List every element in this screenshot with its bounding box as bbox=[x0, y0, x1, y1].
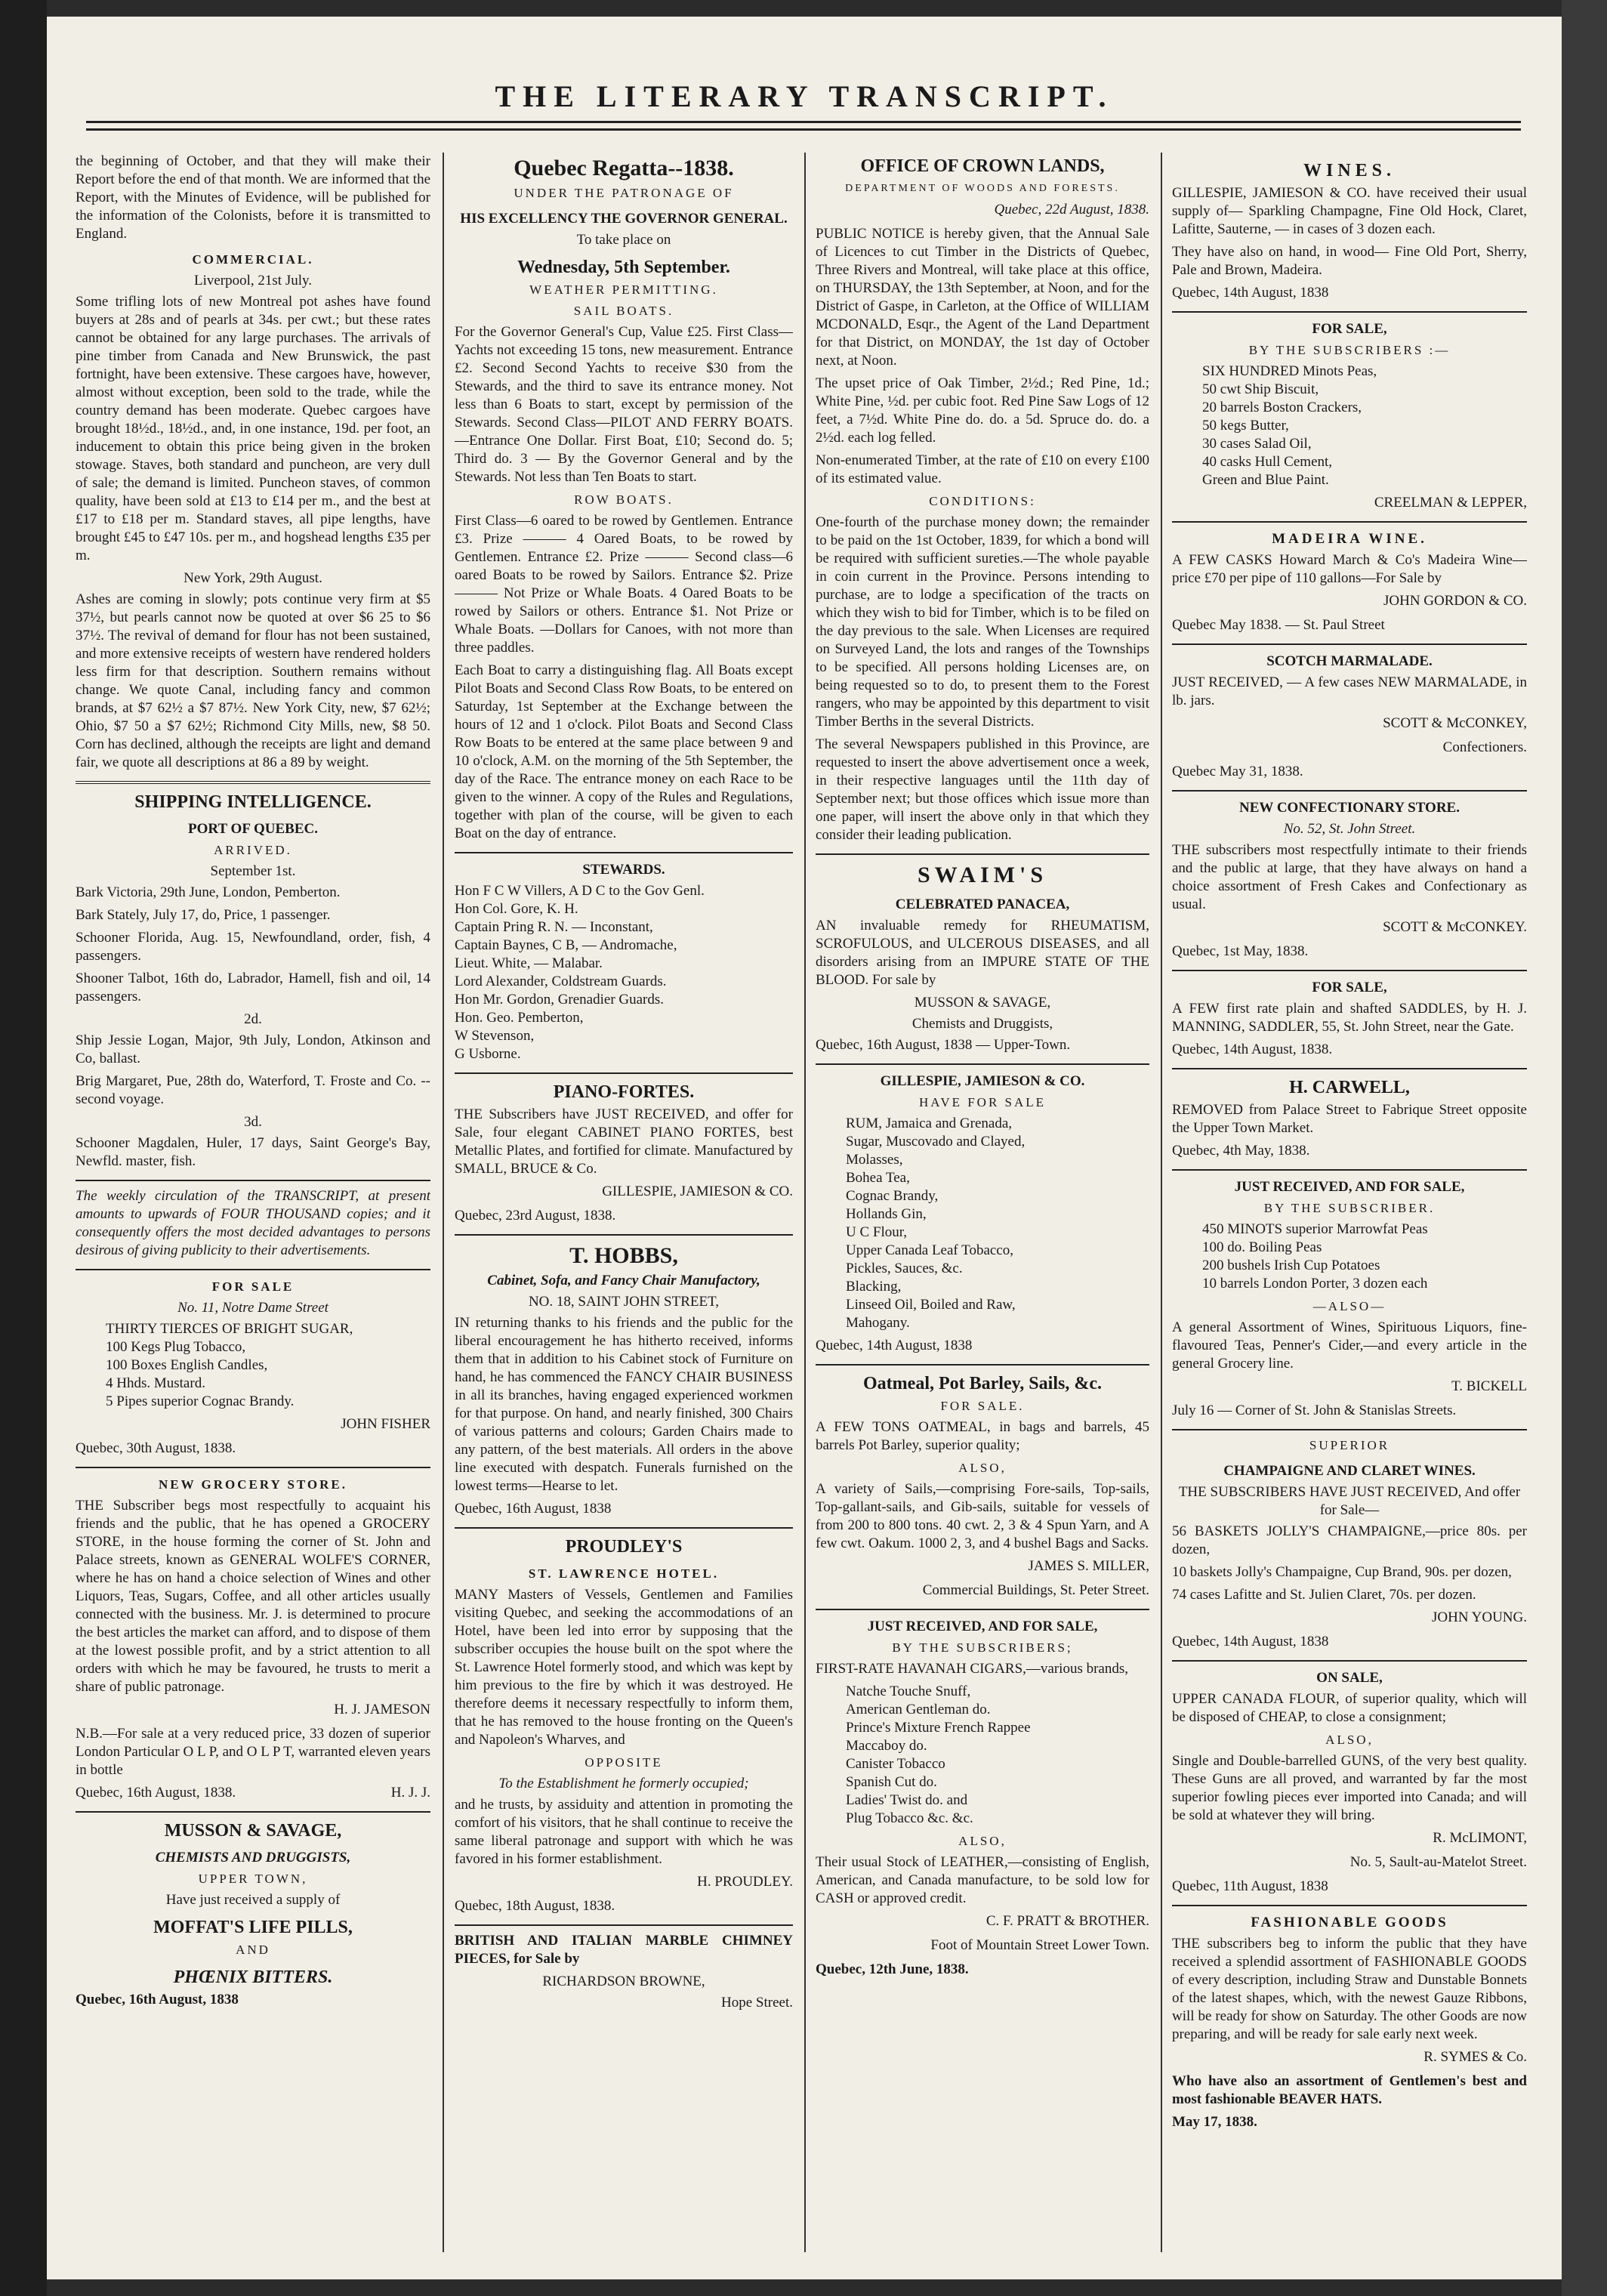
liverpool-report: Some trifling lots of new Montreal pot ashes have found buyers at 28s and of pearls at 34s. per cwt.; but these rates cannot be obtained for any large purchases. The arrivals of pine timber from Canada and New Brunswick, the past fortnight, have been extensive. These cargoes have, however, almost without exception, been sold to the trade, while the country demand has been moderate. Quebec cargoes have brought 18½d., 18½d., and, in one instance, 19d. per foot, an inducement to obtain this price being given in the broken stowage. Staves, both standard and puncheon, are very dull of sale; the demand is limited. Puncheon staves, of common quality, have been sold at £13 to £14 per m., and the best at £17 to £18 per m. Standard staves, all pipe lengths, have brought £45 to £47 10s. per m., and hogshead lengths £35 per m. bbox=[76, 294, 430, 563]
column-3 bbox=[816, 153, 1149, 2252]
shipping-heading: SHIPPING INTELLIGENCE. bbox=[134, 792, 372, 812]
marble-signature: RICHARDSON BROWNE, bbox=[542, 1974, 705, 1989]
divider bbox=[1172, 521, 1527, 523]
swaim-signature-2: Chemists and Druggists, bbox=[911, 1016, 1053, 1032]
saddle-date: Quebec, 14th August, 1838. bbox=[1172, 1042, 1333, 1057]
jr2-also: —ALSO— bbox=[1312, 1299, 1386, 1313]
arrived-label: ARRIVED. bbox=[214, 843, 292, 857]
sail-boats-text: For the Governor General's Cup, Value £25. First Class—Yachts not exceeding 15 tons, new measurement. Entrance £2. Second Second Yachts to receive $30 from the Stewards, and the third to save its entrance money. Not less than 6 Boats to start, except by permission of the Stewards. Second Class—PILOT AND FERRY BOATS.—Entrance One Dollar. First Boat, £10; Second do. 5; Third do. 3 — By the Governor General and by the Stewards. Not less than Ten Boats to start. bbox=[455, 324, 793, 485]
divider bbox=[455, 1234, 793, 1236]
hobbs-text: IN returning thanks to his friends and the public for the liberal encouragement he has hitherto received, informs them that in addition to his Cabinet stock of Furniture on hand, he has commenced the FANCY CHAIR BUSINESS in all its branches, having engaged experienced workmen for that purpose. On hand, and nearly finished, 300 Chairs of various patterns and colours; Garden Chairs made to any pattern, of the best materials. All orders in the above line executed with despatch. Funerals furnished on the lowest terms—Hearse to let. bbox=[455, 1315, 793, 1494]
list-item: W Stevenson, bbox=[455, 1028, 535, 1044]
divider bbox=[455, 1924, 793, 1926]
stewards-list bbox=[455, 882, 793, 1063]
hobbs-subheading: Cabinet, Sofa, and Fancy Chair Manufactory, bbox=[487, 1273, 760, 1288]
list-item: American Gentleman do. bbox=[846, 1702, 991, 1717]
proudley-text: MANY Masters of Vessels, Gentlemen and Families visiting Quebec, and seeking the accommodations of an Hotel, have been led into error by supposing that the subscriber occupies the house built on the spot where the St. Lawrence Hotel formerly stood, and which was kept by him previous to the fire by which it was destroyed. He therefore deems it necessary respectfully to inform them, that he has removed to the house fronting on the Queen's and Napoleon's Wharves, and bbox=[455, 1587, 793, 1748]
champ-heading: SUPERIOR bbox=[1309, 1438, 1390, 1452]
list-item: Blacking, bbox=[846, 1279, 902, 1295]
conf-text: THE subscribers most respectfully intimate to their friends and the public at large, that they have always on hand a choice assortment of Fresh Cakes and Confectionary as usual. bbox=[1172, 842, 1527, 912]
gj-date: Quebec, 14th August, 1838 bbox=[816, 1338, 973, 1353]
fs1-subheading: BY THE SUBSCRIBERS :— bbox=[1248, 343, 1451, 357]
stewards-heading: STEWARDS. bbox=[582, 862, 665, 878]
conditions-heading: CONDITIONS: bbox=[929, 494, 1036, 508]
hobbs-address: NO. 18, SAINT JOHN STREET, bbox=[528, 1294, 720, 1310]
jr2-signature: T. BICKELL bbox=[1451, 1378, 1527, 1394]
scan-left-edge bbox=[0, 0, 47, 2296]
swaim-date: Quebec, 16th August, 1838 — Upper-Town. bbox=[816, 1037, 1071, 1053]
intro-text: the beginning of October, and that they will make their Report before the end of that month. We are informed that the Report, with the Minutes of Evidence, will be published for the information of the Colonists, before it is transmitted to England. bbox=[76, 153, 430, 242]
list-item: Ladies' Twist do. and bbox=[846, 1792, 968, 1808]
newspapers-notice: The several Newspapers published in this Province, are requested to insert the above advertisement once a week, in their respective languages until the 11th day of September next; but those offices which issue more than one paper, will insert the above only in that which they consider their leading publication. bbox=[816, 736, 1149, 843]
jr-text-2: Their usual Stock of LEATHER,—consisting of English, American, and Canada manufacture, to be sold low for CASH or approved credit. bbox=[816, 1854, 1149, 1906]
oatmeal-text: A FEW TONS OATMEAL, in bags and barrels, 45 barrels Pot Barley, superior quality; bbox=[816, 1419, 1149, 1453]
list-item: 56 BASKETS JOLLY'S CHAMPAIGNE,—price 80s. per dozen, bbox=[1172, 1523, 1527, 1557]
list-item: Molasses, bbox=[846, 1152, 903, 1168]
list-item: Mahogany. bbox=[846, 1315, 910, 1331]
list-item: SIX HUNDRED Minots Peas, bbox=[1202, 363, 1377, 379]
list-item: 100 do. Boiling Peas bbox=[1202, 1239, 1322, 1255]
fg-date: May 17, 1838. bbox=[1172, 2114, 1257, 2130]
os-text-2: Single and Double-barrelled GUNS, of the very best quality. These Guns are all proved, and warranted by far the most superior fowling pieces ever imported into Canada; and will be sold at whatever they will bring. bbox=[1172, 1753, 1527, 1823]
list-item: Plug Tobacco &c. &c. bbox=[846, 1810, 973, 1826]
os-date: Quebec, 11th August, 1838 bbox=[1172, 1878, 1328, 1894]
hobbs-date: Quebec, 16th August, 1838 bbox=[455, 1501, 612, 1517]
list-item: Captain Pring R. N. — Inconstant, bbox=[455, 919, 653, 935]
divider bbox=[455, 1072, 793, 1074]
newyork-dateline: New York, 29th August. bbox=[184, 570, 322, 586]
carwell-date: Quebec, 4th May, 1838. bbox=[1172, 1143, 1310, 1159]
list-item: Hon Col. Gore, K. H. bbox=[455, 901, 578, 917]
jr2-date: July 16 — Corner of St. John & Stanislas Streets. bbox=[1172, 1403, 1457, 1418]
list-item: Linseed Oil, Boiled and Raw, bbox=[846, 1297, 1016, 1313]
os-signature: R. McLIMONT, bbox=[1433, 1830, 1527, 1846]
jr2-subheading: BY THE SUBSCRIBER. bbox=[1263, 1201, 1436, 1215]
list-item: Prince's Mixture French Rappee bbox=[846, 1720, 1031, 1736]
list-item: 40 casks Hull Cement, bbox=[1202, 454, 1333, 470]
divider bbox=[1172, 1429, 1527, 1430]
list-item: U C Flour, bbox=[846, 1224, 908, 1240]
oatmeal-address: Commercial Buildings, St. Peter Street. bbox=[922, 1582, 1149, 1598]
newspaper-page bbox=[47, 17, 1562, 2279]
scotch-signature: SCOTT & McCONKEY, bbox=[1383, 715, 1527, 731]
masthead-rule-2 bbox=[86, 128, 1521, 131]
column-divider bbox=[804, 153, 806, 2252]
madeira-signature: JOHN GORDON & CO. bbox=[1383, 593, 1527, 609]
list-item: 200 bushels Irish Cup Potatoes bbox=[1202, 1258, 1380, 1273]
wines-text-2: They have also on hand, in wood— Fine Old Port, Sherry, Pale and Brown, Madeira. bbox=[1172, 244, 1527, 278]
os-text: UPPER CANADA FLOUR, of superior quality, which will be disposed of CHEAP, to close a consignment; bbox=[1172, 1691, 1527, 1725]
crown-heading: OFFICE OF CROWN LANDS, bbox=[860, 156, 1105, 176]
proudley-opposite: OPPOSITE bbox=[585, 1755, 663, 1770]
list-item: Sugar, Muscovado and Clayed, bbox=[846, 1134, 1026, 1150]
port-heading: PORT OF QUEBEC. bbox=[188, 821, 318, 837]
newyork-report: Ashes are coming in slowly; pots continue very firm at $5 37½, but pearls cannot now be quoted at over $6 25 to $6 37½. The revival of demand for flour has not been sustained, and more extensive receipts of western have rendered holders less firm for that description. Southern remains without change. We quote Canal, including fancy and common brands, at $7 62½ a $7 87½. New York City, new, $7 62½; Ohio, $7 50 a $7 62½; Richmond City Mills, new, $8 50. Corn has declined, although the receipts are light and demand fair, we quote all descriptions at 86 a 89 by weight. bbox=[76, 591, 430, 770]
divider bbox=[816, 1364, 1149, 1366]
wines-heading: WINES. bbox=[1303, 161, 1396, 181]
list-item: Hon Mr. Gordon, Grenadier Guards. bbox=[455, 992, 665, 1008]
fg-heading: FASHIONABLE GOODS bbox=[1251, 1915, 1448, 1930]
date-sept1: September 1st. bbox=[210, 863, 296, 879]
proudley-text-2: and he trusts, by assiduity and attention in promoting the comfort of his visitors, that he shall continue to receive the same liberal patronage and support with which he was favored in his former establishment. bbox=[455, 1797, 793, 1867]
piano-text: THE Subscribers have JUST RECEIVED, and offer for Sale, four elegant CABINET PIANO FORTES, best Metallic Plates, and fortified for climate. Manufactured by SMALL, BRUCE & Co. bbox=[455, 1106, 793, 1177]
proudley-subheading: ST. LAWRENCE HOTEL. bbox=[528, 1566, 720, 1581]
conditions-text: One-fourth of the purchase money down; the remainder to be paid on the 1st October, 1839, for which a bond will be required with sufficient sureties.—The whole payable in coin current in the Province. Persons intending to purchase, are to lodge a specification of the tracts on which they wish to bid for Timber, which is to be filed on the day previous to the sale. When Licenses are required on Surveyed Land, the lots and ranges of the Townships to be specified. All persons holding Licenses are, on being requested so to do, to present them to the Forest rangers, who may be appointed by this department to visit Timber Berths in the several Districts. bbox=[816, 514, 1149, 730]
divider bbox=[816, 853, 1149, 855]
ship-entry: Bark Stately, July 17, do, Price, 1 passenger. bbox=[76, 907, 331, 923]
piano-date: Quebec, 23rd August, 1838. bbox=[455, 1208, 616, 1224]
divider bbox=[1172, 1660, 1527, 1662]
crown-date: Quebec, 22d August, 1838. bbox=[994, 202, 1149, 218]
list-item: 10 baskets Jolly's Champaigne, Cup Brand, 90s. per dozen, bbox=[1172, 1564, 1512, 1580]
oatmeal-heading: Oatmeal, Pot Barley, Sails, &c. bbox=[863, 1374, 1102, 1393]
list-item: Spanish Cut do. bbox=[846, 1774, 937, 1790]
fs1-signature: CREELMAN & LEPPER, bbox=[1374, 495, 1527, 511]
gj-subheading: HAVE FOR SALE bbox=[918, 1095, 1047, 1109]
column-divider bbox=[1161, 153, 1162, 2252]
scotch-heading: SCOTCH MARMALADE. bbox=[1266, 653, 1433, 669]
list-item: 30 cases Salad Oil, bbox=[1202, 436, 1312, 452]
oatmeal-also: ALSO, bbox=[958, 1461, 1007, 1475]
jr-subheading: BY THE SUBSCRIBERS; bbox=[892, 1640, 1073, 1655]
divider bbox=[816, 1609, 1149, 1610]
ship-entry: Schooner Magdalen, Huler, 17 days, Saint George's Bay, Newfld. master, fish. bbox=[76, 1135, 430, 1169]
liverpool-dateline: Liverpool, 21st July. bbox=[193, 273, 313, 289]
scan-right-edge bbox=[1562, 0, 1607, 2296]
swaim-subheading: CELEBRATED PANACEA, bbox=[895, 896, 1070, 912]
ship-entry: Schooner Florida, Aug. 15, Newfoundland, order, fish, 4 passengers. bbox=[76, 930, 430, 964]
list-item: THIRTY TIERCES OF BRIGHT SUGAR, bbox=[106, 1321, 353, 1337]
swaim-signature: MUSSON & SAVAGE, bbox=[914, 995, 1051, 1011]
musson-and: AND bbox=[236, 1943, 270, 1957]
piano-signature: GILLESPIE, JAMIESON & CO. bbox=[602, 1183, 793, 1199]
list-item: Hollands Gin, bbox=[846, 1206, 927, 1222]
list-item: 450 MINOTS superior Marrowfat Peas bbox=[1202, 1221, 1428, 1237]
ship-entry: Shooner Talbot, 16th do, Labrador, Hamell, fish and oil, 14 passengers. bbox=[76, 971, 430, 1004]
list-item: 50 kegs Butter, bbox=[1202, 418, 1289, 434]
os-also: ALSO, bbox=[1325, 1733, 1374, 1747]
champ-heading-2: CHAMPAIGNE AND CLARET WINES. bbox=[1223, 1463, 1476, 1479]
divider bbox=[816, 1063, 1149, 1065]
fg-signature: R. SYMES & Co. bbox=[1423, 2049, 1527, 2065]
list-item: Cognac Brandy, bbox=[846, 1188, 939, 1204]
jr-text: FIRST-RATE HAVANAH CIGARS,—various brands, bbox=[816, 1661, 1128, 1677]
masthead: THE LITERARY TRANSCRIPT. bbox=[495, 79, 1114, 113]
proudley-establishment: To the Establishment he formerly occupied; bbox=[498, 1776, 749, 1791]
divider bbox=[76, 781, 430, 784]
champ-signature: JOHN YOUNG. bbox=[1432, 1609, 1527, 1625]
row-boats-text: First Class—6 oared to be rowed by Gentlemen. Entrance £3. Prize ——— 4 Oared Boats, to be rowed by Gentlemen. Entrance £2. Prize ——— Second class—6 oared Boats to be rowed by Sailors. Entrance $2. Prize——— Not Prize or Whale Boats. 4 Oared Boats to be rowed by Sailors or others. Entrance $1. Not Prize or Whale Boats. —Dollars for Canoes, with not more than three paddles. bbox=[455, 513, 793, 656]
conf-heading: NEW CONFECTIONARY STORE. bbox=[1239, 800, 1460, 816]
list-item: 4 Hhds. Mustard. bbox=[106, 1375, 205, 1391]
list-item: Lord Alexander, Coldstream Guards. bbox=[455, 974, 667, 989]
piano-heading: PIANO-FORTES. bbox=[553, 1082, 695, 1102]
musson-heading: MUSSON & SAVAGE, bbox=[164, 1821, 342, 1841]
swaim-heading: SWAIM'S bbox=[917, 863, 1048, 887]
forsale-list bbox=[76, 1320, 430, 1411]
regatta-date: Wednesday, 5th September. bbox=[517, 258, 730, 277]
ship-entry: Ship Jessie Logan, Major, 9th July, London, Atkinson and Co, ballast. bbox=[76, 1032, 430, 1066]
list-item: 100 Kegs Plug Tobacco, bbox=[106, 1339, 246, 1355]
jr2-text: A general Assortment of Wines, Spirituous Liquors, fine-flavoured Teas, Penner's Cider,—and every article in the general Grocery line. bbox=[1172, 1319, 1527, 1372]
list-item: G Usborne. bbox=[455, 1046, 521, 1062]
marble-heading: BRITISH AND ITALIAN MARBLE CHIMNEY PIECES, for Sale by bbox=[455, 1933, 793, 1967]
musson-date: Quebec, 16th August, 1838 bbox=[76, 1992, 239, 2007]
saddle-text: A FEW first rate plain and shafted SADDLES, by H. J. MANNING, SADDLER, 55, St. John Street, near the Gate. bbox=[1172, 1001, 1527, 1035]
jr2-list bbox=[1172, 1221, 1527, 1293]
regatta-weather: WEATHER PERMITTING. bbox=[529, 282, 718, 297]
forsale-heading: FOR SALE bbox=[211, 1279, 295, 1294]
crown-prices: The upset price of Oak Timber, 2½d.; Red Pine, 1d.; White Pine, ½d. per cubic foot. Red Pine Saw Logs of 12 feet, a 7½d. White Pine do. do. a 5d. Spruce do. do. a 2½d. each log felled. bbox=[816, 375, 1149, 446]
fg-text-2: Who have also an assortment of Gentlemen's best and most fashionable BEAVER HATS. bbox=[1172, 2073, 1527, 2107]
list-item: RUM, Jamaica and Grenada, bbox=[846, 1116, 1013, 1131]
column-divider bbox=[443, 153, 444, 2252]
forsale-date: Quebec, 30th August, 1838. bbox=[76, 1440, 236, 1456]
champ-subheading: THE SUBSCRIBERS HAVE JUST RECEIVED, And offer for Sale— bbox=[1178, 1484, 1521, 1518]
saddle-heading: FOR SALE, bbox=[1312, 980, 1387, 995]
column-4 bbox=[1172, 153, 1527, 2252]
list-item: Lieut. White, — Malabar. bbox=[455, 955, 603, 971]
proudley-heading: PROUDLEY'S bbox=[565, 1537, 683, 1557]
jr-heading: JUST RECEIVED, AND FOR SALE, bbox=[867, 1619, 1098, 1634]
divider bbox=[76, 1269, 430, 1270]
divider bbox=[1172, 1169, 1527, 1171]
sail-boats-heading: SAIL BOATS. bbox=[573, 304, 674, 318]
jr-date: Quebec, 12th June, 1838. bbox=[816, 1961, 969, 1977]
marble-address: Hope Street. bbox=[721, 1995, 793, 2011]
conf-date: Quebec, 1st May, 1838. bbox=[1172, 943, 1309, 959]
divider bbox=[455, 852, 793, 853]
grocery-initials: H. J. J. bbox=[390, 1785, 430, 1801]
scotch-signature-2: Confectioners. bbox=[1442, 739, 1527, 755]
list-item: Bohea Tea, bbox=[846, 1170, 910, 1186]
oatmeal-signature: JAMES S. MILLER, bbox=[1028, 1558, 1149, 1574]
madeira-text: A FEW CASKS Howard March & Co's Madeira Wine—price £70 per pipe of 110 gallons—For Sale by bbox=[1172, 552, 1527, 586]
musson-bitters: PHŒNIX BITTERS. bbox=[173, 1967, 333, 1987]
list-item: 50 cwt Ship Biscuit, bbox=[1202, 381, 1319, 397]
list-item: Hon. Geo. Pemberton, bbox=[455, 1010, 584, 1026]
list-item: 20 barrels Boston Crackers, bbox=[1202, 400, 1362, 415]
list-item: Canister Tobacco bbox=[846, 1756, 945, 1772]
carwell-heading: H. CARWELL, bbox=[1289, 1078, 1410, 1097]
musson-subheading: CHEMISTS AND DRUGGISTS, bbox=[155, 1850, 351, 1866]
forsale-signature: JOHN FISHER bbox=[341, 1416, 430, 1432]
divider bbox=[1172, 970, 1527, 971]
proudley-signature: H. PROUDLEY. bbox=[697, 1874, 793, 1890]
circulation-notice: The weekly circulation of the TRANSCRIPT, at present amounts to upwards of FOUR THOUSAND copies; and it consequently offers the most decided advantages to persons desirous of giving publicity to their advertisements. bbox=[76, 1188, 430, 1258]
list-item: Natche Touche Snuff, bbox=[846, 1683, 971, 1699]
oatmeal-forsale: FOR SALE. bbox=[940, 1399, 1025, 1413]
grocery-nb: N.B.—For sale at a very reduced price, 33 dozen of superior London Particular O L P, and O L P T, warranted eleven years in bottle bbox=[76, 1726, 430, 1778]
wines-text: GILLESPIE, JAMIESON & CO. have received their usual supply of— Sparkling Champagne, Fine Old Hock, Claret, Lafitte, Sauterne, — in cases of 3 dozen each. bbox=[1172, 185, 1527, 237]
jr-also: ALSO, bbox=[958, 1834, 1007, 1848]
forsale-address: No. 11, Notre Dame Street bbox=[177, 1300, 328, 1316]
fs1-heading: FOR SALE, bbox=[1312, 321, 1387, 337]
jr2-heading: JUST RECEIVED, AND FOR SALE, bbox=[1234, 1179, 1465, 1195]
ship-entry: Bark Victoria, 29th June, London, Pemberton. bbox=[76, 884, 341, 900]
crown-notice: PUBLIC NOTICE is hereby given, that the Annual Sale of Licences to cut Timber in the Districts of Quebec, Three Rivers and Montreal, will take place at this office, on THURSDAY, the 13th September, at Noon, and for the District of Gaspe, in Carleton, at the Office of WILLIAM MCDONALD, Esqr., the Agent of the Land Department for that District, on MONDAY, the 1st day of October next, at Noon. bbox=[816, 226, 1149, 369]
musson-text: Have just received a supply of bbox=[165, 1892, 341, 1908]
proudley-date: Quebec, 18th August, 1838. bbox=[455, 1898, 615, 1914]
jr-list bbox=[816, 1683, 1149, 1828]
row-boats-heading: ROW BOATS. bbox=[574, 492, 674, 507]
grocery-signature: H. J. JAMESON bbox=[334, 1702, 430, 1717]
musson-pills: MOFFAT'S LIFE PILLS, bbox=[153, 1918, 353, 1937]
carwell-text: REMOVED from Palace Street to Fabrique Street opposite the Upper Town Market. bbox=[1172, 1102, 1527, 1136]
list-item: Green and Blue Paint. bbox=[1202, 472, 1329, 488]
grocery-text: THE Subscriber begs most respectfully to acquaint his friends and the public, that he has opened a GROCERY STORE, in the house forming the corner of St. John and Palace streets, known as GENERAL WOLFE'S CORNER, where he has on hand a choice selection of Wines and other Liquors, Teas, Sugars, Coffee, and all other articles usually connected with the business. Mr. J. is determined to procure the best articles the market can afford, and to dispose of them at the lowest possible profit, and by a strict attention to all orders with which he may be favoured, he trusts to merit a share of public patronage. bbox=[76, 1498, 430, 1695]
hobbs-heading: T. HOBBS, bbox=[569, 1243, 678, 1268]
divider bbox=[1172, 311, 1527, 313]
list-item: Maccaboy do. bbox=[846, 1738, 927, 1754]
divider bbox=[1172, 790, 1527, 792]
commercial-heading: COMMERCIAL. bbox=[192, 252, 314, 267]
list-item: 10 barrels London Porter, 3 dozen each bbox=[1202, 1276, 1428, 1292]
os-address: No. 5, Sault-au-Matelot Street. bbox=[1349, 1854, 1527, 1870]
date-3d: 3d. bbox=[244, 1114, 262, 1130]
ship-entry: Brig Margaret, Pue, 28th do, Waterford, T. Froste and Co. -- second voyage. bbox=[76, 1073, 430, 1107]
divider bbox=[76, 1467, 430, 1468]
scotch-date: Quebec May 31, 1838. bbox=[1172, 764, 1303, 779]
scotch-text: JUST RECEIVED, — A few cases NEW MARMALADE, in lb. jars. bbox=[1172, 674, 1527, 708]
regatta-heading: Quebec Regatta--1838. bbox=[514, 156, 734, 181]
fs1-list bbox=[1172, 363, 1527, 489]
ship-list-1 bbox=[76, 884, 430, 1006]
conf-signature: SCOTT & McCONKEY. bbox=[1383, 919, 1527, 935]
fg-text: THE subscribers beg to inform the public that they have received a splendid assortment of FASHIONABLE GOODS of every description, including Straw and Dunstable Bonnets of the latest shapes, which, with the newest Gauze Ribbons, will be ready for show on Saturday. The other Goods are now preparing, and will be ready for sale early next week. bbox=[1172, 1936, 1527, 2042]
swaim-text: AN invaluable remedy for RHEUMATISM, SCROFULOUS, and ULCEROUS DISEASES, and all disorders arising from an IMPURE STATE OF THE BLOOD. For sale by bbox=[816, 918, 1149, 988]
regatta-rules: Each Boat to carry a distinguishing flag. All Boats except Pilot Boats and Second Class Row Boats, to be entered on Saturday, 1st September at the Exchange between the hours of 12 and 1 o'clock. Pilot Boats and Second Class Row Boats to be entered at the same place between 9 and 10 o'clock, A.M. on the morning of the 5th September, the day of the Race. The entrance money on each Race to be given to the winner. A copy of the Rules and Regulations, together with plan of the course, will be given to each Boat on the day of entrance. bbox=[455, 662, 793, 841]
masthead-rule bbox=[86, 121, 1521, 123]
crown-notice-2: Non-enumerated Timber, at the rate of £10 on every £100 of its estimated value. bbox=[816, 452, 1149, 486]
regatta-place: To take place on bbox=[576, 232, 671, 248]
gj-list bbox=[816, 1115, 1149, 1332]
crown-department: DEPARTMENT OF WOODS AND FORESTS. bbox=[845, 183, 1120, 194]
champ-date: Quebec, 14th August, 1838 bbox=[1172, 1634, 1329, 1649]
divider bbox=[455, 1527, 793, 1529]
list-item: Upper Canada Leaf Tobacco, bbox=[846, 1242, 1013, 1258]
regatta-patronage: UNDER THE PATRONAGE OF bbox=[514, 186, 734, 200]
list-item: Pickles, Sauces, &c. bbox=[846, 1261, 963, 1276]
list-item: Hon F C W Villers, A D C to the Gov Genl. bbox=[455, 883, 705, 899]
gj-heading: GILLESPIE, JAMIESON & CO. bbox=[880, 1073, 1085, 1089]
divider bbox=[1172, 1068, 1527, 1069]
list-item: Captain Baynes, C B, — Andromache, bbox=[455, 937, 677, 953]
os-heading: ON SALE, bbox=[1316, 1670, 1383, 1686]
oatmeal-text-2: A variety of Sails,—comprising Fore-sails, Top-sails, Top-gallant-sails, and Gib-sails, suitable for vessels of from 200 to 800 tons. 40 cwt. 2, 3 & 4 Spun Yarn, and A few cwt. Oakum. 1000 2, 3, and 4 bushel Bags and Sacks. bbox=[816, 1481, 1149, 1551]
wines-date: Quebec, 14th August, 1838 bbox=[1172, 285, 1329, 301]
divider bbox=[76, 1180, 430, 1181]
regatta-governor: HIS EXCELLENCY THE GOVERNOR GENERAL. bbox=[460, 211, 788, 227]
divider bbox=[76, 1811, 430, 1813]
madeira-heading: MADEIRA WINE. bbox=[1272, 531, 1427, 547]
date-2d: 2d. bbox=[244, 1011, 262, 1027]
madeira-date: Quebec May 1838. — St. Paul Street bbox=[1172, 617, 1385, 633]
grocery-date: Quebec, 16th August, 1838. bbox=[76, 1785, 236, 1801]
grocery-heading: NEW GROCERY STORE. bbox=[158, 1477, 348, 1492]
jr-signature: C. F. PRATT & BROTHER. bbox=[985, 1913, 1149, 1929]
grocery-date-line bbox=[76, 1784, 430, 1802]
list-item: 74 cases Lafitte and St. Julien Claret, 70s. per dozen. bbox=[1172, 1587, 1476, 1603]
jr-address: Foot of Mountain Street Lower Town. bbox=[930, 1937, 1149, 1953]
divider bbox=[1172, 1905, 1527, 1906]
column-2 bbox=[455, 153, 793, 2252]
column-1 bbox=[76, 153, 430, 2252]
conf-address: No. 52, St. John Street. bbox=[1283, 821, 1416, 837]
musson-upper: UPPER TOWN, bbox=[198, 1872, 308, 1886]
divider bbox=[1172, 643, 1527, 645]
list-item: 5 Pipes superior Cognac Brandy. bbox=[106, 1393, 295, 1409]
list-item: 100 Boxes English Candles, bbox=[106, 1357, 268, 1373]
